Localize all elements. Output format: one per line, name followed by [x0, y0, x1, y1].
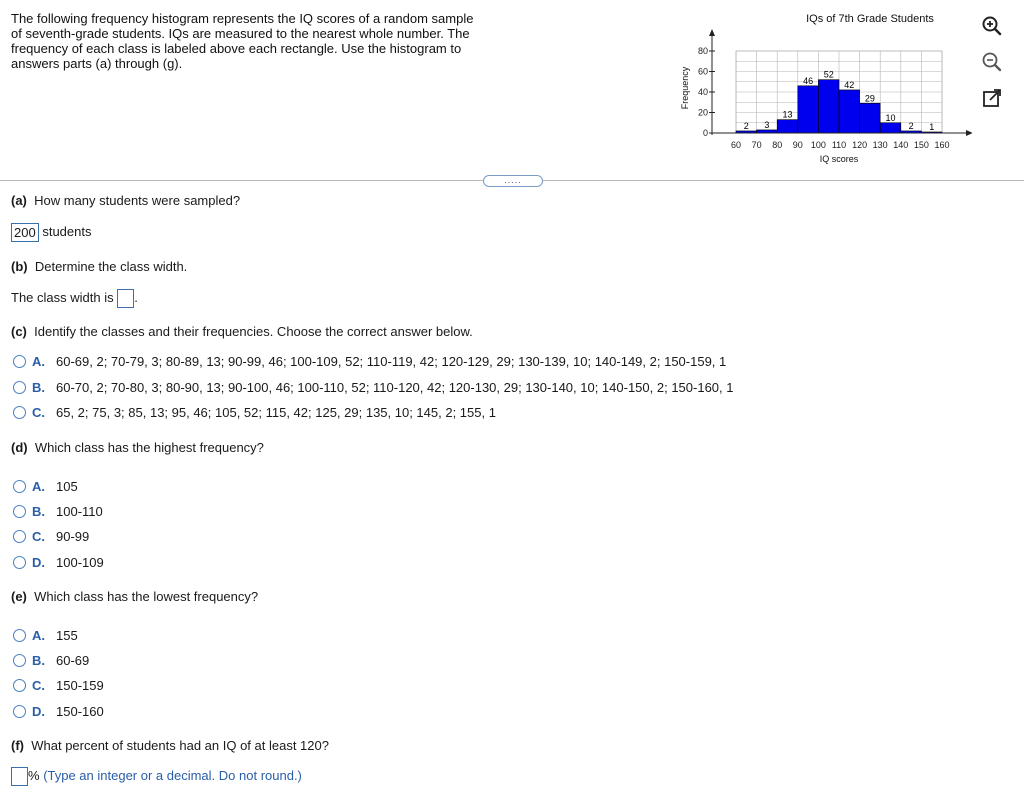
- part-e-text: Which class has the lowest frequency?: [34, 589, 259, 604]
- part-c-label: (c): [11, 324, 27, 339]
- x-tick-label: 160: [934, 140, 950, 150]
- radio-button[interactable]: [13, 629, 26, 642]
- part-b-text: Determine the class width.: [34, 259, 188, 274]
- part-e-option-d[interactable]: D. 150-160: [13, 703, 104, 721]
- histogram-bar: [818, 80, 839, 133]
- x-tick-label: 150: [913, 140, 929, 150]
- part-a-suffix: students: [42, 223, 92, 239]
- x-tick-label: 120: [852, 140, 868, 150]
- y-tick-label: 80: [697, 46, 708, 56]
- x-tick-label: 130: [872, 140, 888, 150]
- x-tick-label: 70: [751, 140, 762, 150]
- bar-value-label: 42: [844, 79, 855, 90]
- x-axis-label: IQ scores: [819, 154, 859, 164]
- x-tick-label: 80: [772, 140, 783, 150]
- bar-value-label: 2: [908, 120, 914, 131]
- part-c-question: [11, 324, 473, 339]
- part-d-option-a[interactable]: A. 105: [13, 478, 78, 496]
- percent-sign: %: [28, 767, 40, 783]
- part-b-label: (b): [11, 259, 28, 274]
- part-f-hint: (Type an integer or a decimal. Do not round.): [43, 767, 302, 783]
- radio-button[interactable]: [13, 505, 26, 518]
- chart-title: IQs of 7th Grade Students: [806, 13, 934, 25]
- class-width-input[interactable]: [117, 289, 134, 308]
- histogram-svg: [672, 8, 972, 173]
- problem-intro: The following frequency histogram represents the IQ scores of a random sample of seventh-grade students. IQs are measured to the nearest whole number. The frequency of each class is labeled above each rectangle. Use the histogram to answers parts (a) through (g).: [11, 11, 474, 71]
- histogram-bar: [880, 123, 901, 133]
- x-tick-label: 100: [810, 140, 826, 150]
- radio-button[interactable]: [13, 679, 26, 692]
- part-c-option-c[interactable]: C. 65, 2; 75, 3; 85, 13; 95, 46; 105, 52; 115, 42; 125, 29; 135, 10; 145, 2; 155, 1: [13, 404, 496, 422]
- part-d-option-b[interactable]: B. 100-110: [13, 503, 103, 521]
- histogram-bar: [798, 86, 819, 133]
- histogram-chart: [672, 8, 972, 173]
- bar-value-label: 3: [764, 119, 770, 130]
- radio-button[interactable]: [13, 556, 26, 569]
- y-tick-label: 0: [702, 128, 708, 138]
- side-toolbar: [980, 14, 1006, 122]
- part-c-option-b[interactable]: B. 60-70, 2; 70-80, 3; 80-90, 13; 90-100, 46; 100-110, 52; 110-120, 42; 120-130, 29; 130-140, 10; 140-150, 2; 150-160, 1: [13, 379, 733, 397]
- y-axis-label: Frequency: [680, 66, 690, 110]
- part-b-prefix: The class width is: [11, 289, 114, 305]
- part-e-label: (e): [11, 589, 27, 604]
- divider-drag-handle[interactable]: .....: [483, 175, 543, 187]
- part-e-option-a[interactable]: A. 155: [13, 627, 78, 645]
- part-a-label: (a): [11, 193, 27, 208]
- part-f-answer-row: [11, 767, 302, 786]
- part-a-question: [11, 193, 240, 208]
- x-axis-arrow: [966, 130, 972, 136]
- bar-value-label: 46: [803, 75, 814, 86]
- part-c-text: Identify the classes and their frequencies. Choose the correct answer below.: [34, 324, 473, 339]
- bar-value-label: 13: [782, 109, 793, 120]
- y-tick-label: 20: [697, 107, 708, 118]
- radio-button[interactable]: [13, 355, 26, 368]
- bar-value-label: 52: [823, 69, 834, 80]
- part-b-question: [11, 259, 187, 274]
- part-d-text: Which class has the highest frequency?: [34, 440, 264, 455]
- bar-value-label: 2: [743, 120, 749, 131]
- radio-button[interactable]: [13, 480, 26, 493]
- popout-icon[interactable]: [980, 86, 1004, 110]
- part-f-text: What percent of students had an IQ of at least 120?: [31, 738, 329, 753]
- x-tick-label: 140: [893, 140, 909, 150]
- x-tick-label: 60: [730, 140, 742, 150]
- part-e-question: [11, 589, 258, 604]
- part-f-label: (f): [11, 738, 24, 753]
- part-b-answer-row: [11, 289, 138, 308]
- part-d-label: (d): [11, 440, 28, 455]
- radio-button[interactable]: [13, 705, 26, 718]
- radio-button[interactable]: [13, 654, 26, 667]
- y-tick-label: 60: [697, 66, 708, 77]
- radio-button[interactable]: [13, 530, 26, 543]
- part-b-suffix: .: [134, 289, 138, 305]
- histogram-bar: [860, 103, 881, 133]
- bar-value-label: 1: [929, 121, 935, 132]
- radio-button[interactable]: [13, 406, 26, 419]
- part-d-option-c[interactable]: C. 90-99: [13, 528, 89, 546]
- x-tick-label: 110: [831, 140, 847, 150]
- radio-button[interactable]: [13, 381, 26, 394]
- part-e-option-b[interactable]: B. 60-69: [13, 652, 89, 670]
- part-a-answer-input[interactable]: 200: [11, 223, 39, 242]
- y-tick-label: 40: [697, 87, 708, 97]
- x-tick-label: 90: [792, 140, 803, 150]
- part-d-option-d[interactable]: D. 100-109: [13, 554, 104, 572]
- part-e-option-c[interactable]: C. 150-159: [13, 677, 104, 695]
- bar-value-label: 29: [864, 93, 875, 104]
- part-a-text: How many students were sampled?: [34, 193, 241, 208]
- bar-value-label: 10: [885, 112, 896, 123]
- histogram-bar: [777, 120, 798, 133]
- percent-input[interactable]: [11, 767, 28, 786]
- part-f-question: [11, 738, 329, 753]
- part-c-option-a[interactable]: A. 60-69, 2; 70-79, 3; 80-89, 13; 90-99, 46; 100-109, 52; 110-119, 42; 120-129, 29; 130-139, 10; 140-149, 2; 150-159, 1: [13, 353, 726, 371]
- part-d-question: [11, 440, 264, 455]
- part-a-answer-row: [11, 223, 91, 242]
- y-axis-arrow: [709, 29, 715, 36]
- histogram-bar: [839, 90, 860, 133]
- zoom-in-icon[interactable]: [980, 14, 1004, 38]
- zoom-out-icon[interactable]: [980, 50, 1004, 74]
